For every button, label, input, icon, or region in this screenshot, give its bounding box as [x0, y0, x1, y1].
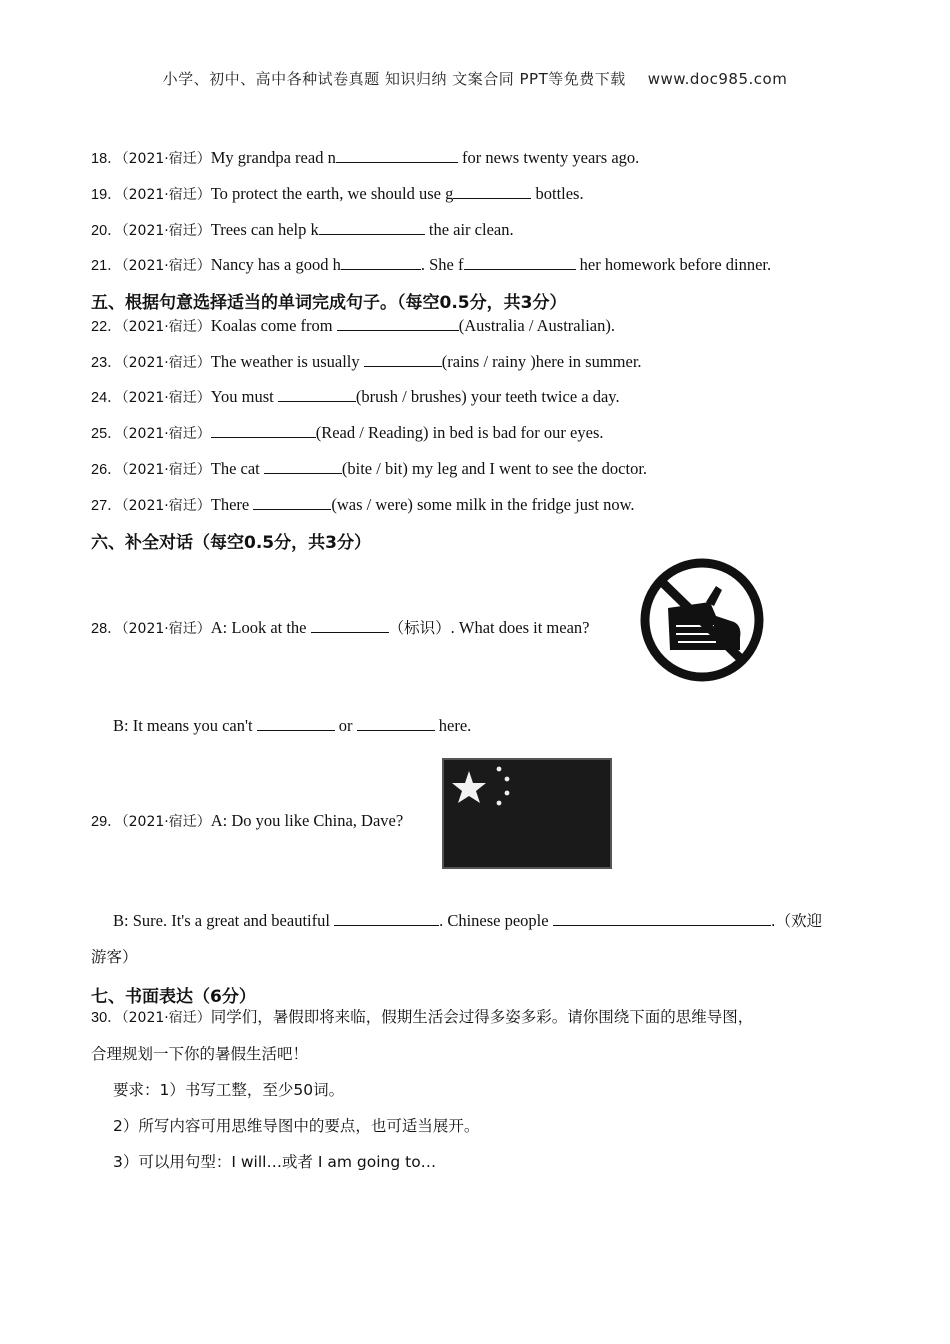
- china-flag-image: [441, 757, 613, 870]
- answer-blank[interactable]: [553, 908, 771, 926]
- answer-blank[interactable]: [211, 420, 316, 438]
- answer-blank[interactable]: [257, 713, 335, 731]
- answer-blank[interactable]: [264, 456, 342, 474]
- section-7-heading: 七、书面表达（6分）: [91, 987, 256, 1007]
- section-6-heading: 六、补全对话（每空0.5分，共3分）: [91, 533, 371, 553]
- answer-blank[interactable]: [336, 145, 458, 163]
- answer-blank[interactable]: [253, 492, 331, 510]
- answer-blank[interactable]: [464, 252, 576, 270]
- question-23: 23．（2021·宿迁）The weather is usually (rains / rainy )here in summer.: [91, 349, 642, 374]
- question-26: 26．（2021·宿迁）The cat (bite / bit) my leg and I went to see the doctor.: [91, 456, 647, 481]
- question-30-line2: 合理规划一下你的暑假生活吧！: [91, 1045, 309, 1063]
- question-28-reply: B: It means you can't or here.: [113, 713, 471, 736]
- question-28: 28．（2021·宿迁）A: Look at the （标识）. What does it mean?: [91, 615, 589, 640]
- requirement-3: 3）可以用句型：I will…或者 I am going to…: [113, 1153, 437, 1171]
- requirement-1: 要求：1）书写工整，至少50词。: [113, 1081, 345, 1099]
- question-22: 22．（2021·宿迁）Koalas come from (Australia / Australian).: [91, 313, 615, 338]
- question-27: 27．（2021·宿迁）There (was / were) some milk in the fridge just now.: [91, 492, 635, 517]
- question-24: 24．（2021·宿迁）You must (brush / brushes) your teeth twice a day.: [91, 384, 620, 409]
- no-skateboarding-sign-icon: [636, 556, 768, 684]
- answer-blank[interactable]: [334, 908, 439, 926]
- question-29-reply: B: Sure. It's a great and beautiful . Chinese people .（欢迎: [113, 908, 822, 931]
- section-5-heading: 五、根据句意选择适当的单词完成句子。（每空0.5分，共3分）: [91, 293, 567, 313]
- question-18: 18．（2021·宿迁）My grandpa read n for news twenty years ago.: [91, 145, 639, 170]
- question-25: 25．（2021·宿迁） (Read / Reading) in bed is bad for our eyes.: [91, 420, 604, 445]
- answer-blank[interactable]: [453, 181, 531, 199]
- answer-blank[interactable]: [319, 217, 425, 235]
- question-29-reply-cont: 游客）: [91, 948, 138, 966]
- header-text: 小学、初中、高中各种试卷真题 知识归纳 文案合同 PPT等免费下载: [162, 70, 626, 88]
- header-url[interactable]: www.doc985.com: [647, 70, 788, 88]
- answer-blank[interactable]: [341, 252, 421, 270]
- question-30: 30．（2021·宿迁）同学们，暑假即将来临，假期生活会过得多姿多彩。请你围绕下面的思维导图，: [91, 1008, 754, 1026]
- page-header: [0, 68, 950, 89]
- answer-blank[interactable]: [364, 349, 442, 367]
- question-20: 20．（2021·宿迁）Trees can help k the air clean.: [91, 217, 514, 242]
- question-19: 19．（2021·宿迁）To protect the earth, we should use g bottles.: [91, 181, 584, 206]
- answer-blank[interactable]: [337, 313, 459, 331]
- answer-blank[interactable]: [278, 384, 356, 402]
- question-21: 21．（2021·宿迁）Nancy has a good h . She f her homework before dinner.: [91, 252, 771, 277]
- question-29: 29．（2021·宿迁）A: Do you like China, Dave?: [91, 811, 404, 830]
- answer-blank[interactable]: [357, 713, 435, 731]
- answer-blank[interactable]: [311, 615, 389, 633]
- requirement-2: 2）所写内容可用思维导图中的要点，也可适当展开。: [113, 1117, 480, 1135]
